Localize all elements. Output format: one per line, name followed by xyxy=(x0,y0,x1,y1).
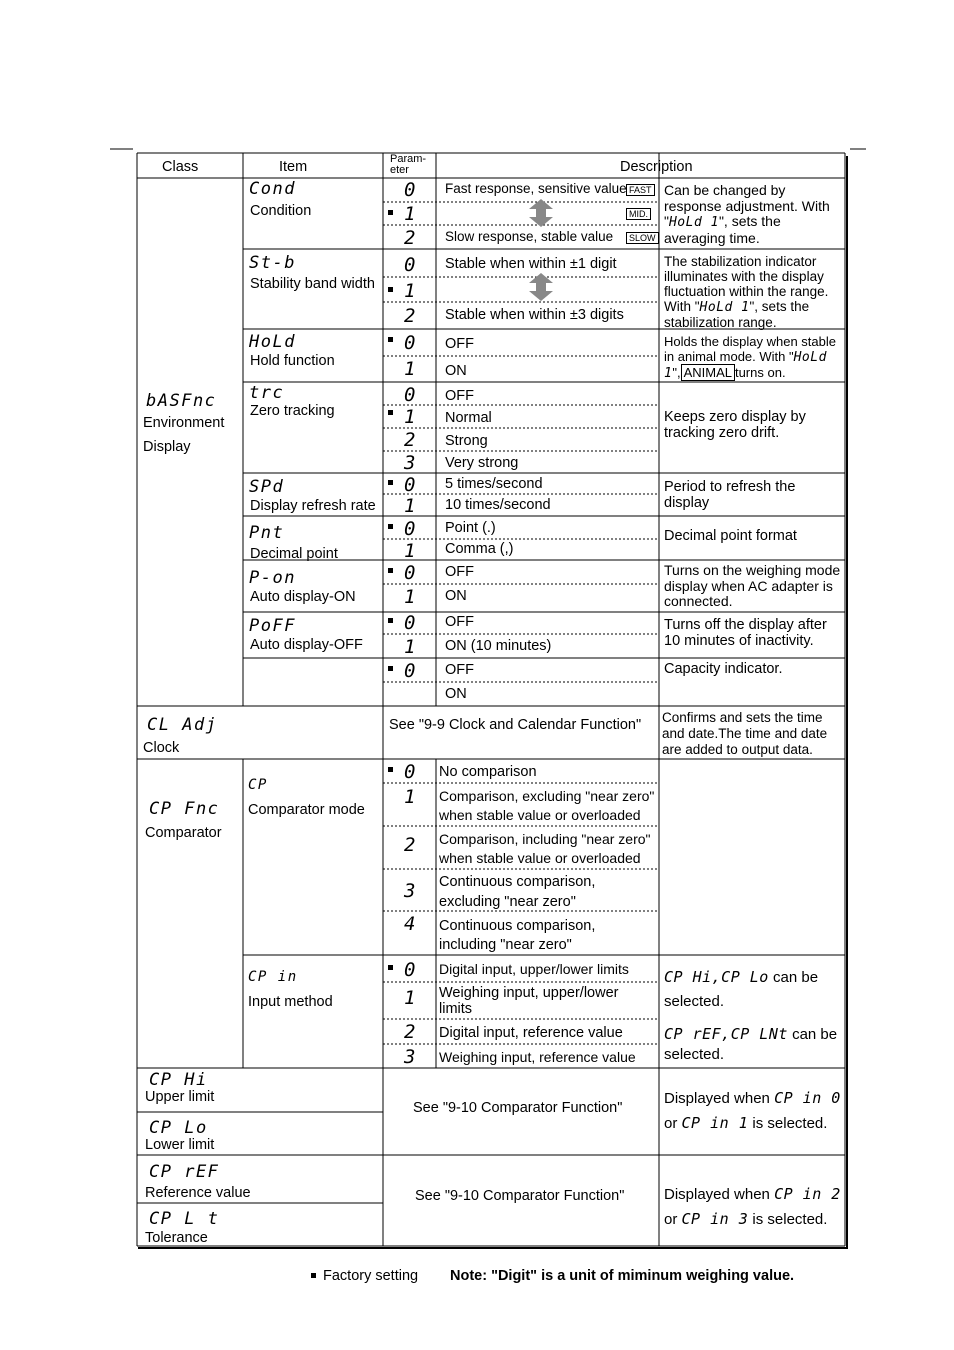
cond-param-2: 2 xyxy=(404,227,416,249)
footer-factory: Factory setting xyxy=(323,1268,419,1284)
mode-d0: No comparison xyxy=(439,764,537,780)
factory-marker xyxy=(388,618,393,623)
mode-param-4: 4 xyxy=(404,913,416,935)
hold-name: Hold function xyxy=(250,353,335,369)
pon-param-0: 0 xyxy=(404,562,416,584)
pnt-param-1: 1 xyxy=(404,540,416,562)
poff-param-1: 1 xyxy=(404,636,416,658)
trc-param-1: 1 xyxy=(404,406,416,428)
mode-d4b: including "near zero" xyxy=(439,937,572,953)
comp-mode-name: Comparator mode xyxy=(248,802,365,818)
mode-d2a: Comparison, including "near zero" xyxy=(439,831,651,847)
factory-marker xyxy=(388,767,393,772)
hold-note: Holds the display when stable in animal mode. With "HoLd 1", ANIMAL turns on. xyxy=(664,334,836,381)
input-param-2: 2 xyxy=(404,1021,416,1043)
input-d3: Weighing input, reference value xyxy=(439,1049,636,1065)
ref-desc: See "9-10 Comparator Function" xyxy=(415,1188,625,1204)
cap-param-0: 0 xyxy=(404,660,416,682)
mode-d3b: excluding "near zero" xyxy=(439,894,576,910)
stb-d2: Stable when within ±3 digits xyxy=(445,307,624,323)
header-description: Description xyxy=(620,159,693,175)
poff-d1: ON (10 minutes) xyxy=(445,638,552,654)
trc-param-2: 2 xyxy=(404,429,416,451)
clock-label: Clock xyxy=(143,740,180,756)
limits-desc: See "9-10 Comparator Function" xyxy=(413,1100,623,1116)
stb-code: St-b xyxy=(249,253,296,273)
cp-lo-label: Lower limit xyxy=(145,1137,215,1153)
trc-d0: OFF xyxy=(445,388,474,404)
factory-setting-marker-icon xyxy=(311,1273,316,1278)
comp-input-code: CP in xyxy=(248,969,298,985)
stb-d0: Stable when within ±1 digit xyxy=(445,256,617,272)
spd-param-0: 0 xyxy=(404,474,416,496)
cap-d0: OFF xyxy=(445,662,474,678)
clock-desc: See "9-9 Clock and Calendar Function" xyxy=(389,717,642,733)
poff-code: PoFF xyxy=(249,616,296,636)
trc-name: Zero tracking xyxy=(250,403,335,419)
hold-code: HoLd xyxy=(249,332,296,352)
ref-note: Displayed when CP in 2 or CP in 3 is selected. xyxy=(664,1185,841,1228)
stb-param-0: 0 xyxy=(404,254,416,276)
mode-d3a: Continuous comparison, xyxy=(439,874,596,890)
factory-marker xyxy=(388,568,393,573)
input-note1-b: selected. xyxy=(664,993,725,1010)
clock-note: Confirms and sets the time and date.The time and date are added to output data. xyxy=(662,710,828,757)
cond-code: Cond xyxy=(249,179,296,199)
trc-param-0: 0 xyxy=(404,384,416,406)
header-class: Class xyxy=(162,159,199,175)
env-class-label2: Display xyxy=(143,439,191,455)
header-item: Item xyxy=(279,159,308,175)
comp-class-label: Comparator xyxy=(145,825,222,841)
env-class-code: bASFnc xyxy=(146,391,217,411)
slow-badge: SLOW xyxy=(626,232,659,244)
factory-marker xyxy=(388,480,393,485)
spd-param-1: 1 xyxy=(404,495,416,517)
comp-mode-code: CP xyxy=(248,777,268,793)
cp-lo-code: CP Lo xyxy=(149,1118,208,1138)
mode-param-3: 3 xyxy=(404,880,416,902)
poff-note: Turns off the display after 10 minutes of inactivity. xyxy=(664,617,827,649)
pnt-code: Pnt xyxy=(249,523,285,543)
comp-class-code: CP Fnc xyxy=(149,799,220,819)
fast-badge: FAST xyxy=(626,184,655,196)
factory-marker xyxy=(388,410,393,415)
input-param-1: 1 xyxy=(404,987,416,1009)
input-d2: Digital input, reference value xyxy=(439,1025,623,1041)
factory-marker xyxy=(388,524,393,529)
poff-name: Auto display-OFF xyxy=(250,637,363,653)
double-arrow-icon xyxy=(526,199,556,227)
mode-d2b: when stable value or overloaded xyxy=(439,850,641,866)
spd-code: SPd xyxy=(249,477,285,497)
input-param-3: 3 xyxy=(404,1046,416,1068)
cond-slow-text: Slow response, stable value xyxy=(445,229,614,244)
comp-input-name: Input method xyxy=(248,994,333,1010)
spd-note: Period to refresh the display xyxy=(664,479,796,511)
hold-d1: ON xyxy=(445,363,467,379)
cp-lnt-code: CP L t xyxy=(149,1209,220,1229)
pnt-note: Decimal point format xyxy=(664,528,797,544)
cp-ref-code: CP rEF xyxy=(149,1162,220,1182)
cap-note: Capacity indicator. xyxy=(664,661,783,677)
header-param: Param- eter xyxy=(390,153,427,176)
pnt-param-0: 0 xyxy=(404,518,416,540)
trc-note: Keeps zero display by tracking zero drift. xyxy=(664,409,806,441)
input-note1: CP Hi,CP Lo can be xyxy=(664,968,819,986)
cond-param-0: 0 xyxy=(404,179,416,201)
spd-d0: 5 times/second xyxy=(445,476,543,492)
cp-lnt-label: Tolerance xyxy=(145,1230,208,1246)
mode-d4a: Continuous comparison, xyxy=(439,918,596,934)
input-d0: Digital input, upper/lower limits xyxy=(439,961,629,977)
mode-param-2: 2 xyxy=(404,834,416,856)
factory-marker xyxy=(388,666,393,671)
factory-marker xyxy=(388,210,393,215)
cond-fast-text: Fast response, sensitive value xyxy=(445,181,627,196)
trc-code: trc xyxy=(249,383,285,403)
hold-d0: OFF xyxy=(445,336,474,352)
limits-note: Displayed when CP in 0 or CP in 1 is selected. xyxy=(664,1089,841,1132)
cond-note: Can be changed by response adjustment. With "HoLd 1", sets the averaging time. xyxy=(664,182,830,246)
trc-d1: Normal xyxy=(445,410,492,426)
mode-param-1: 1 xyxy=(404,786,416,808)
input-d1a: Weighing input, upper/lower xyxy=(439,985,619,1001)
factory-marker xyxy=(388,965,393,970)
stb-note: The stabilization indicator illuminates with the display fluctuation within the range. With "HoLd 1", sets the stabilization range. xyxy=(664,254,829,330)
pon-param-1: 1 xyxy=(404,586,416,608)
cond-param-1: 1 xyxy=(404,203,416,225)
pnt-name: Decimal point xyxy=(250,546,338,562)
pnt-d1: Comma (,) xyxy=(445,541,514,557)
factory-marker xyxy=(388,337,393,342)
input-param-0: 0 xyxy=(404,959,416,981)
pnt-d0: Point (.) xyxy=(445,520,496,536)
cp-hi-label: Upper limit xyxy=(145,1089,215,1105)
pon-code: P-on xyxy=(249,568,296,588)
hold-param-1: 1 xyxy=(404,358,416,380)
input-note2: CP rEF,CP LNt can be xyxy=(664,1025,838,1043)
spd-name: Display refresh rate xyxy=(250,498,376,514)
mode-d1a: Comparison, excluding "near zero" xyxy=(439,788,655,804)
mid-badge: MID. xyxy=(626,208,651,220)
trc-d3: Very strong xyxy=(445,455,519,471)
stb-param-2: 2 xyxy=(404,305,416,327)
pon-name: Auto display-ON xyxy=(250,589,356,605)
trc-d2: Strong xyxy=(445,433,488,449)
pon-d0: OFF xyxy=(445,564,474,580)
cap-d1: ON xyxy=(445,686,467,702)
pon-d1: ON xyxy=(445,588,467,604)
mode-param-0: 0 xyxy=(404,761,416,783)
poff-d0: OFF xyxy=(445,614,474,630)
stb-name: Stability band width xyxy=(250,276,375,292)
mode-d1b: when stable value or overloaded xyxy=(439,807,641,823)
trc-param-3: 3 xyxy=(404,452,416,474)
cp-hi-code: CP Hi xyxy=(149,1070,208,1090)
hold-param-0: 0 xyxy=(404,332,416,354)
cp-ref-label: Reference value xyxy=(145,1185,251,1201)
input-d1b: limits xyxy=(439,1001,473,1017)
cond-name: Condition xyxy=(250,203,312,219)
stb-param-1: 1 xyxy=(404,280,416,302)
double-arrow-icon xyxy=(526,273,556,301)
pon-note: Turns on the weighing mode display when AC adapter is connected. xyxy=(664,562,841,609)
spd-d1: 10 times/second xyxy=(445,497,551,513)
input-note2-b: selected. xyxy=(664,1046,725,1063)
clock-code: CL Adj xyxy=(147,715,218,735)
footer-note: Note: "Digit" is a unit of miminum weighing value. xyxy=(450,1268,795,1284)
env-class-label1: Environment xyxy=(143,415,225,431)
poff-param-0: 0 xyxy=(404,612,416,634)
factory-marker xyxy=(388,287,393,292)
